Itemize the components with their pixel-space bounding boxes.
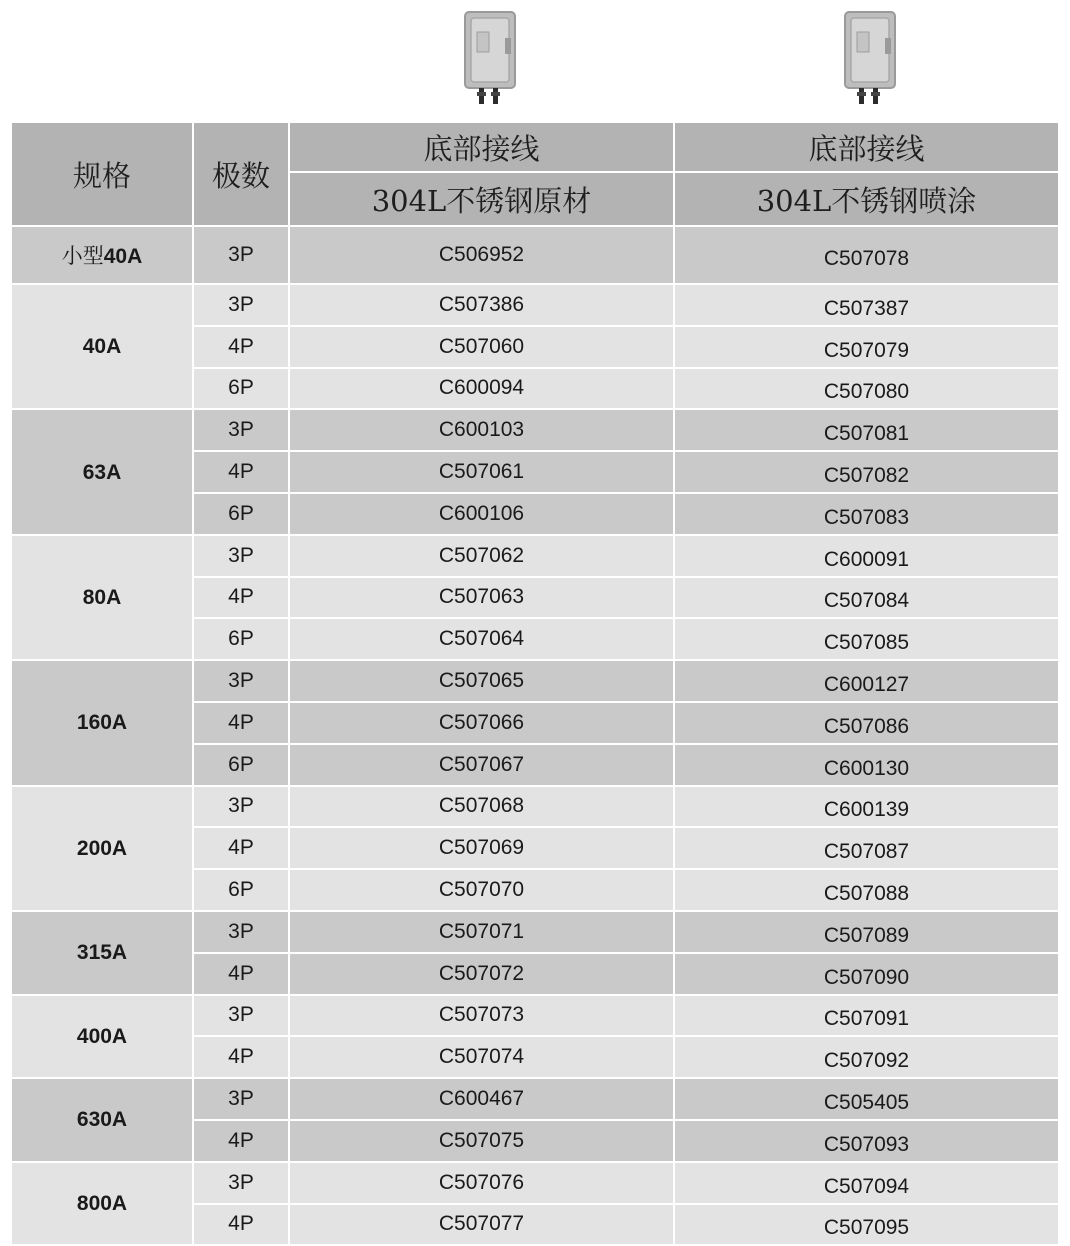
code-raw-cell: C507068 <box>289 786 674 828</box>
spec-value: 40A <box>82 335 122 359</box>
header-wiring-raw: 底部接线 <box>289 123 674 172</box>
header-spec: 规格 <box>12 123 193 226</box>
spec-cell <box>12 409 193 534</box>
spec-cell <box>12 786 193 911</box>
code-painted-cell: C600127 <box>674 660 1058 702</box>
code-raw-cell: C507065 <box>289 660 674 702</box>
poles-cell: 4P <box>193 827 289 869</box>
spec-value: 630A <box>76 1108 128 1132</box>
spec-value: 40A <box>103 245 143 268</box>
code-painted-cell: C600091 <box>674 535 1058 577</box>
table-row <box>12 995 1058 1037</box>
spec-group <box>12 284 1058 409</box>
product-spec-table <box>12 123 1058 1246</box>
poles-cell: 4P <box>193 1036 289 1078</box>
poles-cell: 4P <box>193 953 289 995</box>
code-raw-cell: C600106 <box>289 493 674 535</box>
code-painted-cell: C507088 <box>674 869 1058 911</box>
header-wiring-painted: 底部接线 <box>674 123 1058 172</box>
code-painted-cell: C507087 <box>674 827 1058 869</box>
poles-cell: 4P <box>193 1120 289 1162</box>
spec-group <box>12 786 1058 911</box>
code-raw-cell: C507072 <box>289 953 674 995</box>
poles-cell: 3P <box>193 995 289 1037</box>
spec-group <box>12 409 1058 534</box>
spec-group <box>12 1162 1058 1246</box>
spec-value: 160A <box>76 711 128 735</box>
table-row <box>12 284 1058 326</box>
spec-cell <box>12 911 193 995</box>
poles-cell: 6P <box>193 744 289 786</box>
spec-group <box>12 660 1058 785</box>
spec-group <box>12 911 1058 995</box>
poles-cell: 3P <box>193 1162 289 1204</box>
spec-group <box>12 995 1058 1079</box>
spec-value: 63A <box>82 460 122 484</box>
code-painted-cell: C507086 <box>674 702 1058 744</box>
poles-cell: 4P <box>193 326 289 368</box>
table-row <box>12 911 1058 953</box>
code-painted-cell: C507078 <box>674 226 1058 284</box>
code-raw-cell: C507064 <box>289 618 674 660</box>
poles-cell: 6P <box>193 493 289 535</box>
code-raw-cell: C600103 <box>289 409 674 451</box>
code-painted-cell: C507085 <box>674 618 1058 660</box>
poles-cell: 4P <box>193 451 289 493</box>
spec-value: 800A <box>76 1192 128 1216</box>
table-row <box>12 1078 1058 1120</box>
code-raw-cell: C507073 <box>289 995 674 1037</box>
code-painted-cell: C505405 <box>674 1078 1058 1120</box>
poles-cell: 6P <box>193 368 289 410</box>
poles-cell: 4P <box>193 1204 289 1246</box>
spec-cell <box>12 284 193 409</box>
code-raw-cell: C507067 <box>289 744 674 786</box>
poles-cell: 3P <box>193 786 289 828</box>
spec-value: 200A <box>76 836 128 860</box>
poles-cell: 4P <box>193 702 289 744</box>
poles-cell: 6P <box>193 869 289 911</box>
table-row <box>12 409 1058 451</box>
poles-cell: 3P <box>193 284 289 326</box>
code-painted-cell: C507084 <box>674 577 1058 619</box>
table-row <box>12 226 1058 284</box>
code-painted-cell: C600139 <box>674 786 1058 828</box>
code-raw-cell: C507066 <box>289 702 674 744</box>
table-row <box>12 786 1058 828</box>
code-raw-cell: C507070 <box>289 869 674 911</box>
code-raw-cell: C507076 <box>289 1162 674 1204</box>
table-header <box>12 123 1058 226</box>
code-raw-cell: C507075 <box>289 1120 674 1162</box>
table-row <box>12 660 1058 702</box>
code-painted-cell: C507089 <box>674 911 1058 953</box>
code-raw-cell: C507069 <box>289 827 674 869</box>
poles-cell: 4P <box>193 577 289 619</box>
code-raw-cell: C507071 <box>289 911 674 953</box>
spec-value: 80A <box>82 585 122 609</box>
code-painted-cell: C507095 <box>674 1204 1058 1246</box>
code-raw-cell: C507386 <box>289 284 674 326</box>
spec-group <box>12 226 1058 284</box>
code-painted-cell: C507387 <box>674 284 1058 326</box>
spec-cell <box>12 995 193 1079</box>
spec-value: 400A <box>76 1024 128 1048</box>
code-raw-cell: C507062 <box>289 535 674 577</box>
header-material-painted: 304L不锈钢喷涂 <box>674 172 1058 226</box>
code-raw-cell: C507061 <box>289 451 674 493</box>
poles-cell: 3P <box>193 535 289 577</box>
code-painted-cell: C507094 <box>674 1162 1058 1204</box>
enclosure-product-image-raw <box>455 8 525 108</box>
enclosure-product-image-painted <box>835 8 905 108</box>
spec-cell <box>12 1078 193 1162</box>
spec-prefix: 小型 <box>61 244 104 268</box>
code-painted-cell: C507092 <box>674 1036 1058 1078</box>
spec-cell <box>12 535 193 660</box>
code-painted-cell: C507082 <box>674 451 1058 493</box>
poles-cell: 3P <box>193 226 289 284</box>
poles-cell: 6P <box>193 618 289 660</box>
poles-cell: 3P <box>193 409 289 451</box>
spec-group <box>12 1078 1058 1162</box>
code-raw-cell: C507060 <box>289 326 674 368</box>
code-raw-cell: C507077 <box>289 1204 674 1246</box>
spec-cell <box>12 1162 193 1246</box>
header-poles: 极数 <box>193 123 289 226</box>
code-painted-cell: C507091 <box>674 995 1058 1037</box>
header-material-raw: 304L不锈钢原材 <box>289 172 674 226</box>
spec-cell <box>12 226 193 284</box>
code-raw-cell: C506952 <box>289 226 674 284</box>
code-raw-cell: C507074 <box>289 1036 674 1078</box>
poles-cell: 3P <box>193 1078 289 1120</box>
code-raw-cell: C507063 <box>289 577 674 619</box>
code-painted-cell: C507083 <box>674 493 1058 535</box>
poles-cell: 3P <box>193 911 289 953</box>
table-row <box>12 1162 1058 1204</box>
poles-cell: 3P <box>193 660 289 702</box>
code-painted-cell: C507090 <box>674 953 1058 995</box>
code-painted-cell: C600130 <box>674 744 1058 786</box>
spec-group <box>12 535 1058 660</box>
code-painted-cell: C507093 <box>674 1120 1058 1162</box>
table-row <box>12 535 1058 577</box>
code-painted-cell: C507080 <box>674 368 1058 410</box>
code-raw-cell: C600094 <box>289 368 674 410</box>
code-painted-cell: C507079 <box>674 326 1058 368</box>
spec-cell <box>12 660 193 785</box>
spec-value: 315A <box>76 941 128 965</box>
code-painted-cell: C507081 <box>674 409 1058 451</box>
code-raw-cell: C600467 <box>289 1078 674 1120</box>
